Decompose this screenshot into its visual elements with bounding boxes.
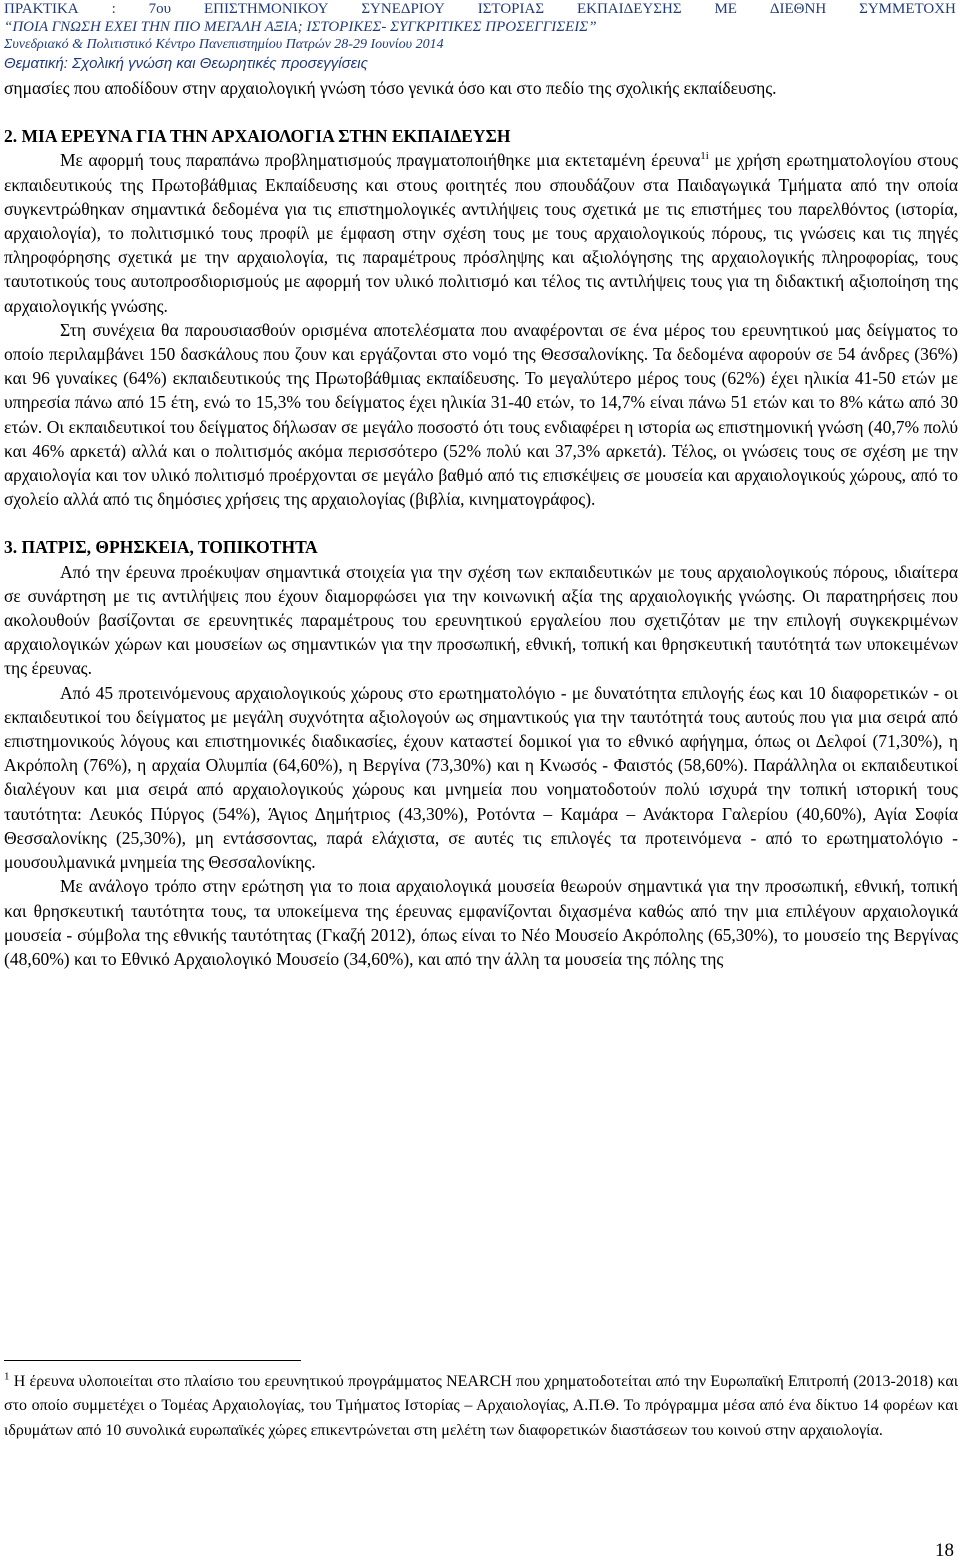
header-word: ΔΙΕΘΝΗ — [769, 1, 827, 17]
header-proceedings-line — [4, 0, 956, 18]
header-word: ΙΣΤΟΡΙΑΣ — [477, 1, 545, 17]
section-3-paragraph-1: Από την έρευνα προέκυψαν σημαντικά στοιχεία για την σχέση των εκπαιδευτικών με τους αρχαιολογικούς πόρους, ιδιαίτερα σε συνάρτηση με τις αντιλήψεις που έχουν διαμορφώσει για την κοινωνική αξία της αρχαιολογικής γνώσης. Οι παρατηρήσεις που ακολουθούν βασίζονται σε ερευνητικές παραμέτρους του ερευνητικού εργαλείου που σχετιζόταν με την επιλογή συγκεκριμένων αρχαιολογικών χώρων και μουσείων ως σημαντικών για την προσωπική, εθνική, τοπική και θρησκευτική ταυτότητά των υποκειμένων της έρευνας. — [4, 561, 958, 679]
header-venue: Συνεδριακό & Πολιτιστικό Κέντρο Πανεπιστημίου Πατρών 28-29 Ιουνίου 2014 — [4, 37, 444, 52]
header-word: ΠΡΑΚΤΙΚΑ — [4, 1, 79, 17]
footnote-text: Η έρευνα υλοποιείται στο πλαίσιο του ερευνητικού προγράμματος NEARCH που χρηματοδοτείται από την Ευρωπαϊκή Επιτροπή (2013-2018) και στο οποίο συμμετέχει ο Τομέας Αρχαιολογίας, του Τμήματος Ιστορίας – Αρχαιολογίας, Α.Π.Θ. Το πρόγραμμα μέσα από ένα δίκτυο 14 φορέων και ιδρυμάτων από 10 συνολικά ευρωπαϊκές χώρες επικεντρώνεται στη μελέτη των διαφορετικών διαστάσεων του κοινού στην αρχαιολογία. — [4, 1373, 958, 1439]
header-word: ΜΕ — [714, 1, 737, 17]
footnote-paragraph — [4, 1370, 958, 1443]
footnote-number: 1 — [4, 1370, 10, 1383]
paragraph-text: με χρήση ερωτηματολογίου στους εκπαιδευτικούς της Πρωτοβάθμιας Εκπαίδευσης και στους φοιτητές που σπουδάζουν στα Παιδαγωγικά Τμήματα από την οποία συγκεντρώθηκαν σημαντικά δεδομένα για τις επιστημολογικές αντιλήψεις τους σχετικά με τις επιστήμες του παρελθόντος (ιστορία, αρχαιολογία), το πολιτισμικό τους προφίλ με έμφαση στην σχέση τους με τους αρχαιολογικούς πόρους, τις γνώσεις και τις πηγές πληροφόρησης σχετικά με την αρχαιολογία, τις παραμέτρους πρόσληψης και αξιολόγησης της αρχαιολογικής πληροφορίας, τους ταυτοτικούς τους αυτοπροσδιορισμούς με αφορμή τον υλικό πολιτισμό και τέλος τις αντιλήψεις τους για τη διδακτική αξιοποίηση της αρχαιολογικής γνώσης. — [4, 150, 958, 316]
footnote — [4, 1370, 958, 1443]
section-2-paragraph-1 — [4, 148, 958, 317]
section-3-paragraph-3: Με ανάλογο τρόπο στην ερώτηση για το ποια αρχαιολογικά μουσεία θεωρούν σημαντικά για την προσωπική, εθνική, τοπική και θρησκευτική ταυτότητα τους, τα υποκείμενα της έρευνας εμφανίζονται διχασμένα καθώς από την μια επιλέγουν αρχαιολογικά μουσεία - σύμβολα της εθνικής ταυτότητας (Γκαζή 2012), όπως είναι το Νέο Μουσείο Ακρόπολης (65,30%), το μουσείο της Βεργίνας (48,60%) και το Εθνικό Αρχαιολογικό Μουσείο (34,60%), και από την άλλη τα μουσεία της πόλης της — [4, 876, 958, 969]
intro-paragraph: σημασίες που αποδίδουν στην αρχαιολογική γνώση τόσο γενικά όσο και στο πεδίο της σχολικής εκπαίδευσης. — [4, 78, 777, 98]
footnote-separator — [4, 1360, 301, 1361]
header-word: ΣΥΜΜΕΤΟΧΗ — [859, 1, 956, 17]
section-3-title: 3. ΠΑΤΡΙΣ, ΘΡΗΣΚΕΙΑ, ΤΟΠΙΚΟΤΗΤΑ — [4, 537, 318, 558]
main-text — [4, 76, 958, 971]
running-header — [4, 0, 956, 74]
section-3-paragraph-2: Από 45 προτεινόμενους αρχαιολογικούς χώρους στο ερωτηματολόγιο - με δυνατότητα επιλογής έως και 10 διαφορετικών - οι εκπαιδευτικοί του δείγματος με μεγάλη συχνότητα αξιολογούν ως σημαντικούς για την ταυτότητά τους αυτούς που για μια σειρά από επιστημονικούς λόγους και επιστημονικές διαδικασίες, έχουν καταστεί δομικοί για το εθνικό αφήγημα, όπως οι Δελφοί (71,30%), η Ακρόπολη (76%), η αρχαία Ολυμπία (64,60%), η Βεργίνα (73,30%) και η Κνωσός - Φαιστός (58,60%). Παράλληλα οι εκπαιδευτικοί διαλέγουν και μια σειρά από αρχαιολογικούς χώρους και μνημεία που νοηματοδοτούν πολύ ισχυρά την τοπική ιστορική τους ταυτότητα: Λευκός Πύργος (54%), Άγιος Δημήτριος (43,30%), Ροτόντα – Καμάρα – Ανάκτορα Γαλερίου (40,60%), Αγία Σοφία Θεσσαλονίκης (25,30%), μη εντάσσοντας, παρά ελάχιστα, σε αυτές τις επιλογές τα προτεινόμενα - από το ερωτηματολόγιο - μουσουλμανικά μνημεία της Θεσσαλονίκης. — [4, 682, 958, 873]
header-word: ΕΠΙΣΤΗΜΟΝΙΚΟΥ — [203, 1, 329, 17]
header-word: 7ου — [148, 1, 172, 17]
footnote-marker: 1i — [700, 150, 709, 163]
section-2-paragraph-2: Στη συνέχεια θα παρουσιασθούν ορισμένα αποτελέσματα που αναφέρονται σε ένα μέρος του ερευνητικού μας δείγματος το οποίο περιλαμβάνει 150 δασκάλους που ζουν και εργάζονται στο νομό της Θεσσαλονίκης. Τα δεδομένα αφορούν σε 54 άνδρες (36%) και 96 γυναίκες (64%) εκπαιδευτικούς της Πρωτοβάθμιας εκπαίδευσης. Το μεγαλύτερο μέρος τους (62%) έχει ηλικία 41-50 ετών με υπηρεσία πάνω από 15 έτη, ενώ το 15,3% του δείγματος έχει ηλικία 31-40 ετών, το 14,7% είναι πάνω 51 ετών και το 8% κάτω από 30 ετών. Οι εκπαιδευτικοί του δείγματος δήλωσαν σε μεγάλο ποσοστό ότι τους ενδιαφέρει η ιστορία ως επιστημονική γνώση (40,7% πολύ και 46% αρκετά) αλλά και ο πολιτισμός ακόμα περισσότερο (52% πολύ και 37,3% αρκετά). Τέλος, οι γνώσεις τους σε σχέση με την αρχαιολογία και τον υλικό πολιτισμό προέρχονται σε μεγάλο βαθμό από τις επισκέψεις σε μουσεία και αρχαιολογικούς χώρους, από το σχολείο αλλά από τις δημόσιες χρήσεις της αρχαιολογίας (βιβλία, κινηματογράφος). — [4, 319, 958, 510]
header-word: ΣΥΝΕΔΡΙΟΥ — [361, 1, 445, 17]
header-word: ΕΚΠΑΙΔΕΥΣΗΣ — [576, 1, 682, 17]
section-2-title: 2. ΜΙΑ ΕΡΕΥΝΑ ΓΙΑ ΤΗΝ ΑΡΧΑΙΟΛΟΓΙΑ ΣΤΗΝ ΕΚΠΑΙΔΕΥΣΗ — [4, 126, 511, 147]
paragraph-text: Με αφορμή τους παραπάνω προβληματισμούς πραγματοποιήθηκε μια εκτεταμένη έρευνα — [60, 150, 701, 171]
header-conference-title: “ΠΟΙΑ ΓΝΩΣΗ ΕΧΕΙ ΤΗΝ ΠΙΟ ΜΕΓΑΛΗ ΑΞΙΑ; ΙΣΤΟΡΙΚΕΣ- ΣΥΓΚΡΙΤΙΚΕΣ ΠΡΟΣΕΓΓΙΣΕΙΣ” — [4, 19, 597, 35]
page-number: 18 — [935, 1540, 954, 1561]
header-word: : — [111, 1, 116, 17]
header-theme: Θεματική: Σχολική γνώση και Θεωρητικές προσεγγίσεις — [4, 55, 368, 72]
